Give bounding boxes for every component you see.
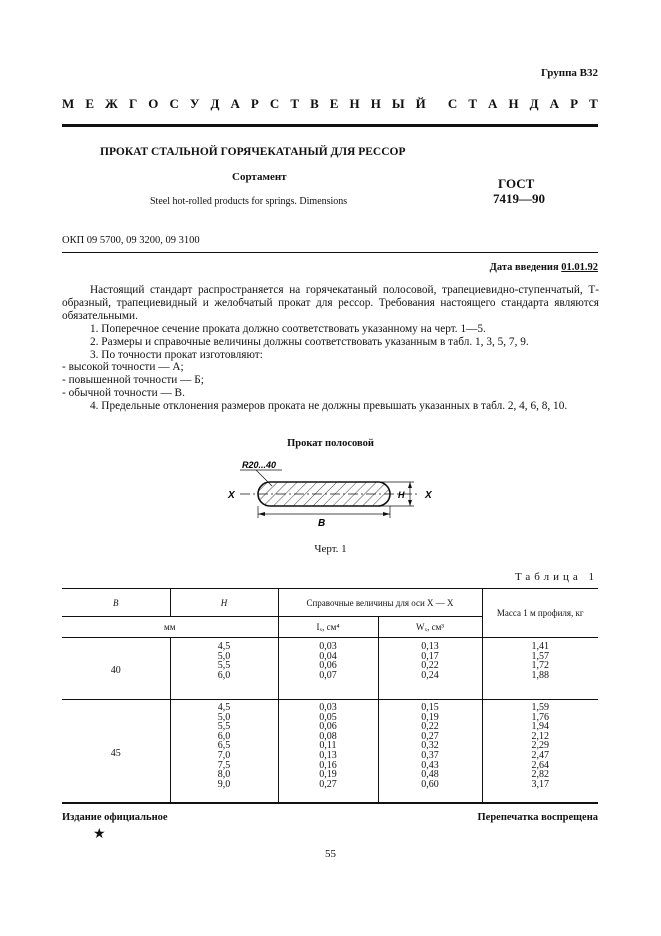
value: 1,41 xyxy=(531,641,549,652)
page-number: 55 xyxy=(325,848,336,860)
official-edition-note: Издание официальное xyxy=(62,812,168,823)
value: 0,22 xyxy=(421,660,439,672)
table-caption: Таблица 1 xyxy=(514,571,598,583)
header-units: мм xyxy=(62,617,278,638)
bottom-divider xyxy=(62,802,598,804)
value: 0,17 xyxy=(421,650,439,662)
dimension-h-label: H xyxy=(398,490,405,500)
table-row xyxy=(62,638,598,700)
value: 0,37 xyxy=(421,749,439,761)
dimension-b-label: B xyxy=(318,518,326,529)
gost-number: 7419—90 xyxy=(493,191,545,206)
axis-x-label-left: X xyxy=(228,490,235,501)
date-value: 01.01.92 xyxy=(561,262,598,273)
value: 0,43 xyxy=(421,759,439,771)
body-text xyxy=(62,284,599,413)
value: 0,19 xyxy=(421,711,439,723)
arrow-h-bottom xyxy=(408,500,412,506)
value: 5,5 xyxy=(217,721,231,733)
value: 2,12 xyxy=(531,730,549,742)
cell-h xyxy=(170,638,278,700)
value: 4,5 xyxy=(217,641,231,652)
cell-mass xyxy=(482,638,598,700)
cell-b: 45 xyxy=(62,700,170,804)
arrow-b-right xyxy=(383,512,390,516)
value: 0,07 xyxy=(319,669,337,681)
reprint-notice: Перепечатка воспрещена xyxy=(477,812,598,823)
heading-letter: Н xyxy=(508,96,519,111)
value: 0,15 xyxy=(421,702,439,713)
cell-h xyxy=(170,700,278,804)
value: 1,59 xyxy=(531,702,549,713)
document-subtitle: Сортамент xyxy=(232,171,287,183)
heading-letter: М xyxy=(62,96,75,111)
cell-mass xyxy=(482,700,598,804)
value: 0,03 xyxy=(319,702,337,713)
value: 0,06 xyxy=(319,721,337,733)
cell-b: 40 xyxy=(62,638,170,700)
header-h xyxy=(170,589,278,617)
star-icon: ★ xyxy=(93,827,106,842)
value: 0,16 xyxy=(319,759,337,771)
value: 0,48 xyxy=(421,769,439,781)
heading-letter: У xyxy=(189,96,200,111)
value: 1,76 xyxy=(531,711,549,723)
value: 2,64 xyxy=(531,759,549,771)
heading-letter: Т xyxy=(468,96,477,111)
heading-letter: В xyxy=(310,96,319,111)
value: 0,03 xyxy=(319,641,337,652)
clause-1: 1. Поперечное сечение проката должно соответствовать указанному на черт. 1—5. xyxy=(90,322,486,335)
heading-letter: Е xyxy=(329,96,339,111)
okp-codes: ОКП 09 5700, 09 3200, 09 3100 xyxy=(62,235,200,246)
heading-letter: Т xyxy=(290,96,300,111)
value: 1,88 xyxy=(531,669,549,681)
heading-letter: Ы xyxy=(391,96,405,111)
date-label: Дата введения xyxy=(489,262,559,273)
header-b-text: B xyxy=(113,597,119,608)
header-wx: Wₓ, см³ xyxy=(378,617,482,638)
value: 4,5 xyxy=(217,702,231,713)
clause-2: 2. Размеры и справочные величины должны соответствовать указанным в табл. 1, 3, 5, 7, 9. xyxy=(90,335,529,348)
arrow-h-top xyxy=(408,482,412,488)
gost-label: ГОСТ xyxy=(498,176,535,191)
heading-letter: Ж xyxy=(105,96,118,111)
heading-letter: С xyxy=(269,96,280,111)
value: 6,5 xyxy=(217,740,231,752)
heading-letter: Д xyxy=(529,96,539,111)
value: 2,47 xyxy=(531,749,549,761)
cell-ix xyxy=(278,700,378,804)
value: 6,0 xyxy=(217,730,231,742)
cell-wx xyxy=(378,700,482,804)
heading-letter: С xyxy=(169,96,179,111)
value: 0,08 xyxy=(319,730,337,742)
cell-ix xyxy=(278,638,378,700)
value: 7,0 xyxy=(217,749,231,761)
axis-x-label-right: X xyxy=(425,490,432,501)
standard-type-heading xyxy=(62,96,598,112)
table-1 xyxy=(62,588,598,803)
flat-bar-drawing xyxy=(220,460,450,538)
header-reference: Справочные величины для оси X — X xyxy=(278,589,482,617)
value: 8,0 xyxy=(217,769,231,781)
value: 0,13 xyxy=(319,749,337,761)
heading-letter: Р xyxy=(250,96,259,111)
value: 0,19 xyxy=(319,769,337,781)
heading-letter: О xyxy=(148,96,159,111)
dimensions-table xyxy=(62,588,598,803)
english-title: Steel hot-rolled products for springs. Dimensions xyxy=(150,196,348,207)
value: 1,57 xyxy=(531,650,549,662)
heading-letter: Г xyxy=(128,96,138,111)
value: 0,27 xyxy=(421,730,439,742)
header-ix: Iₓ, см⁴ xyxy=(278,617,378,638)
figure-title: Прокат полосовой xyxy=(287,438,374,449)
value: 7,5 xyxy=(217,759,231,771)
table-row xyxy=(62,700,598,804)
value: 3,17 xyxy=(531,778,549,790)
value: 0,32 xyxy=(421,740,439,752)
heading-letter: А xyxy=(549,96,560,111)
header-mass: Масса 1 м профиля, кг xyxy=(482,589,598,638)
intro-paragraph: Настоящий стандарт распространяется на горячекатаный полосовой, трапециевидно-ступенчатый, Т-образный, трапециевидный и желобчатый прокат для рессор. Требования настоящего стандарта являются обязательными. xyxy=(62,284,599,322)
value: 9,0 xyxy=(217,778,231,790)
heading-letter: А xyxy=(488,96,498,111)
value: 0,11 xyxy=(319,740,337,752)
introduction-date xyxy=(490,262,598,273)
value: 2,82 xyxy=(531,769,549,781)
value: 0,60 xyxy=(421,778,439,790)
heading-letter: Р xyxy=(570,96,579,111)
heading-letter: Н xyxy=(370,96,381,111)
value: 6,0 xyxy=(217,669,231,681)
heading-letter: С xyxy=(447,96,458,111)
value: 5,5 xyxy=(217,660,231,672)
value: 1,72 xyxy=(531,660,549,672)
heading-letter: Д xyxy=(210,96,220,111)
clause-3-a: - высокой точности — А; xyxy=(62,361,184,374)
figure-caption: Черт. 1 xyxy=(314,543,347,555)
value: 0,24 xyxy=(421,669,439,681)
header-b xyxy=(62,589,170,617)
heading-letter: Т xyxy=(589,96,598,111)
value: 0,22 xyxy=(421,721,439,733)
value: 1,94 xyxy=(531,721,549,733)
middle-divider xyxy=(62,252,598,253)
arrow-b-left xyxy=(258,512,265,516)
cell-wx xyxy=(378,638,482,700)
clause-3-b: - повышенной точности — Б; xyxy=(62,374,204,387)
header-h-text: H xyxy=(220,597,228,608)
value: 5,0 xyxy=(217,650,231,662)
heading-letter: Н xyxy=(349,96,360,111)
value: 2,29 xyxy=(531,740,549,752)
value: 0,04 xyxy=(319,650,337,662)
value: 0,06 xyxy=(319,660,337,672)
value: 0,13 xyxy=(421,641,439,652)
heading-letter: Й xyxy=(415,96,426,111)
clause-3-c: - обычной точности — В. xyxy=(62,387,185,400)
heading-letter: А xyxy=(230,96,240,111)
value: 5,0 xyxy=(217,711,231,723)
top-divider xyxy=(62,124,598,127)
heading-letter: Е xyxy=(85,96,94,111)
group-code: Группа В32 xyxy=(540,67,598,79)
clause-3: 3. По точности прокат изготовляют: xyxy=(90,348,263,361)
document-title: ПРОКАТ СТАЛЬНОЙ ГОРЯЧЕКАТАНЫЙ ДЛЯ РЕССОР xyxy=(100,146,406,158)
radius-label: R20...40 xyxy=(242,460,277,470)
clause-4: 4. Предельные отклонения размеров проката не должны превышать указанных в табл. 2, 4, 6, 8, 10. xyxy=(90,400,568,413)
value: 0,27 xyxy=(319,778,337,790)
value: 0,05 xyxy=(319,711,337,723)
